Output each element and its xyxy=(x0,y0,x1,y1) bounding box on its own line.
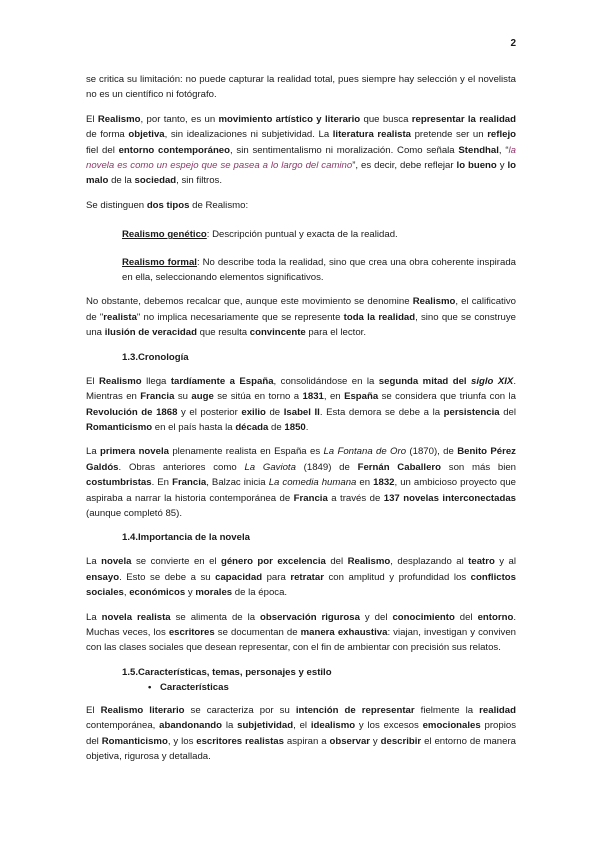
stendhal-quote: la novela es como un espejo que se pasea a lo largo del camino xyxy=(86,144,517,172)
paragraph-illusion: No obstante, debemos recalcar que, aunque este movimiento se denomine Realismo, el calificativo de "realista" no implica necesariamente que se represente toda la realidad, sino que se construye una ilusión de veracidad que resulta convincente para el lector. xyxy=(86,296,516,339)
paragraph-first-novel: La primera novela plenamente realista en España es La Fontana de Oro (1870), de Benito Pérez Galdós. Obras anteriores como La Gaviota (1849) de Fernán Caballero son más bien costumbristas. En Francia, Balzac inicia La comedia humana en 1832, un ambicioso proyecto que aspiraba a narrar la historia contemporánea de Francia a través de 137 novelas interconectadas (aunque completó 85). xyxy=(86,446,517,519)
bullet-characteristics: • Características xyxy=(162,680,516,695)
paragraph-chronology: El Realismo llega tardíamente a España, consolidándose en la segunda mitad del siglo XIX. Mientras en Francia su auge se sitúa en torno a 1831, en España se considera que triunfa con la Revolución de 1868 y el posterior exilio de Isabel II. Esta demora se debe a la persistencia del Romanticismo en el país hasta la década de 1850. xyxy=(86,375,517,433)
page-number: 2 xyxy=(510,38,516,49)
document-body xyxy=(86,72,516,773)
paragraph-novel-genre: La novela se convierte en el género por excelencia del Realismo, desplazando al teatro y al ensayo. Esto se debe a su capacidad para retratar con amplitud y profundidad los conflictos sociales, económicos y morales de la época. xyxy=(86,556,516,599)
section-title-chronology: 1.3.Cronología xyxy=(122,351,189,363)
paragraph-observation: La novela realista se alimenta de la observación rigurosa y del conocimiento del entorno. Muchas veces, los escritores se documentan de manera exhaustiva: viajan, investigan y conviven con las clases sociales que desean representar, con el fin de ambientar con precisión sus relatos. xyxy=(86,611,517,654)
paragraph-formal-realism: Realismo formal: No describe toda la realidad, sino que crea una obra coherente inspirada en ella, seleccionando elementos significativos. xyxy=(122,256,516,284)
paragraph-genetic-realism: Realismo genético: Descripción puntual y exacta de la realidad. xyxy=(122,229,398,241)
paragraph-characteristics: El Realismo literario se caracteriza por su intención de representar fielmente la realidad contemporánea, abandonando la subjetividad, el idealismo y los excesos emocionales propios del Romanticismo, y los escritores realistas aspiran a observar y describir el entorno de manera objetiva, rigurosa y detallada. xyxy=(86,704,516,762)
section-title-novel-importance: 1.4.Importancia de la novela xyxy=(122,532,250,544)
section-title-characteristics: 1.5.Características, temas, personajes y estilo xyxy=(122,666,332,678)
paragraph-limitation: se critica su limitación: no puede capturar la realidad total, pues siempre hay selección y el novelista no es un científico ni fotógrafo. xyxy=(86,74,516,101)
paragraph-realism-definition: El Realismo, por tanto, es un movimiento artístico y literario que busca representar la realidad de forma objetiva, sin idealizaciones ni subjetividad. La literatura realista pretende ser un reflejo fiel del entorno contemporáneo, sin sentimentalismo ni moralización. Como señala Stendhal, “la novela es como un espejo que se pasea a lo largo del camino”, es decir, debe reflejar lo bueno y lo malo de la sociedad, sin filtros. xyxy=(86,113,517,187)
paragraph-types-intro: Se distinguen dos tipos de Realismo: xyxy=(86,199,249,211)
